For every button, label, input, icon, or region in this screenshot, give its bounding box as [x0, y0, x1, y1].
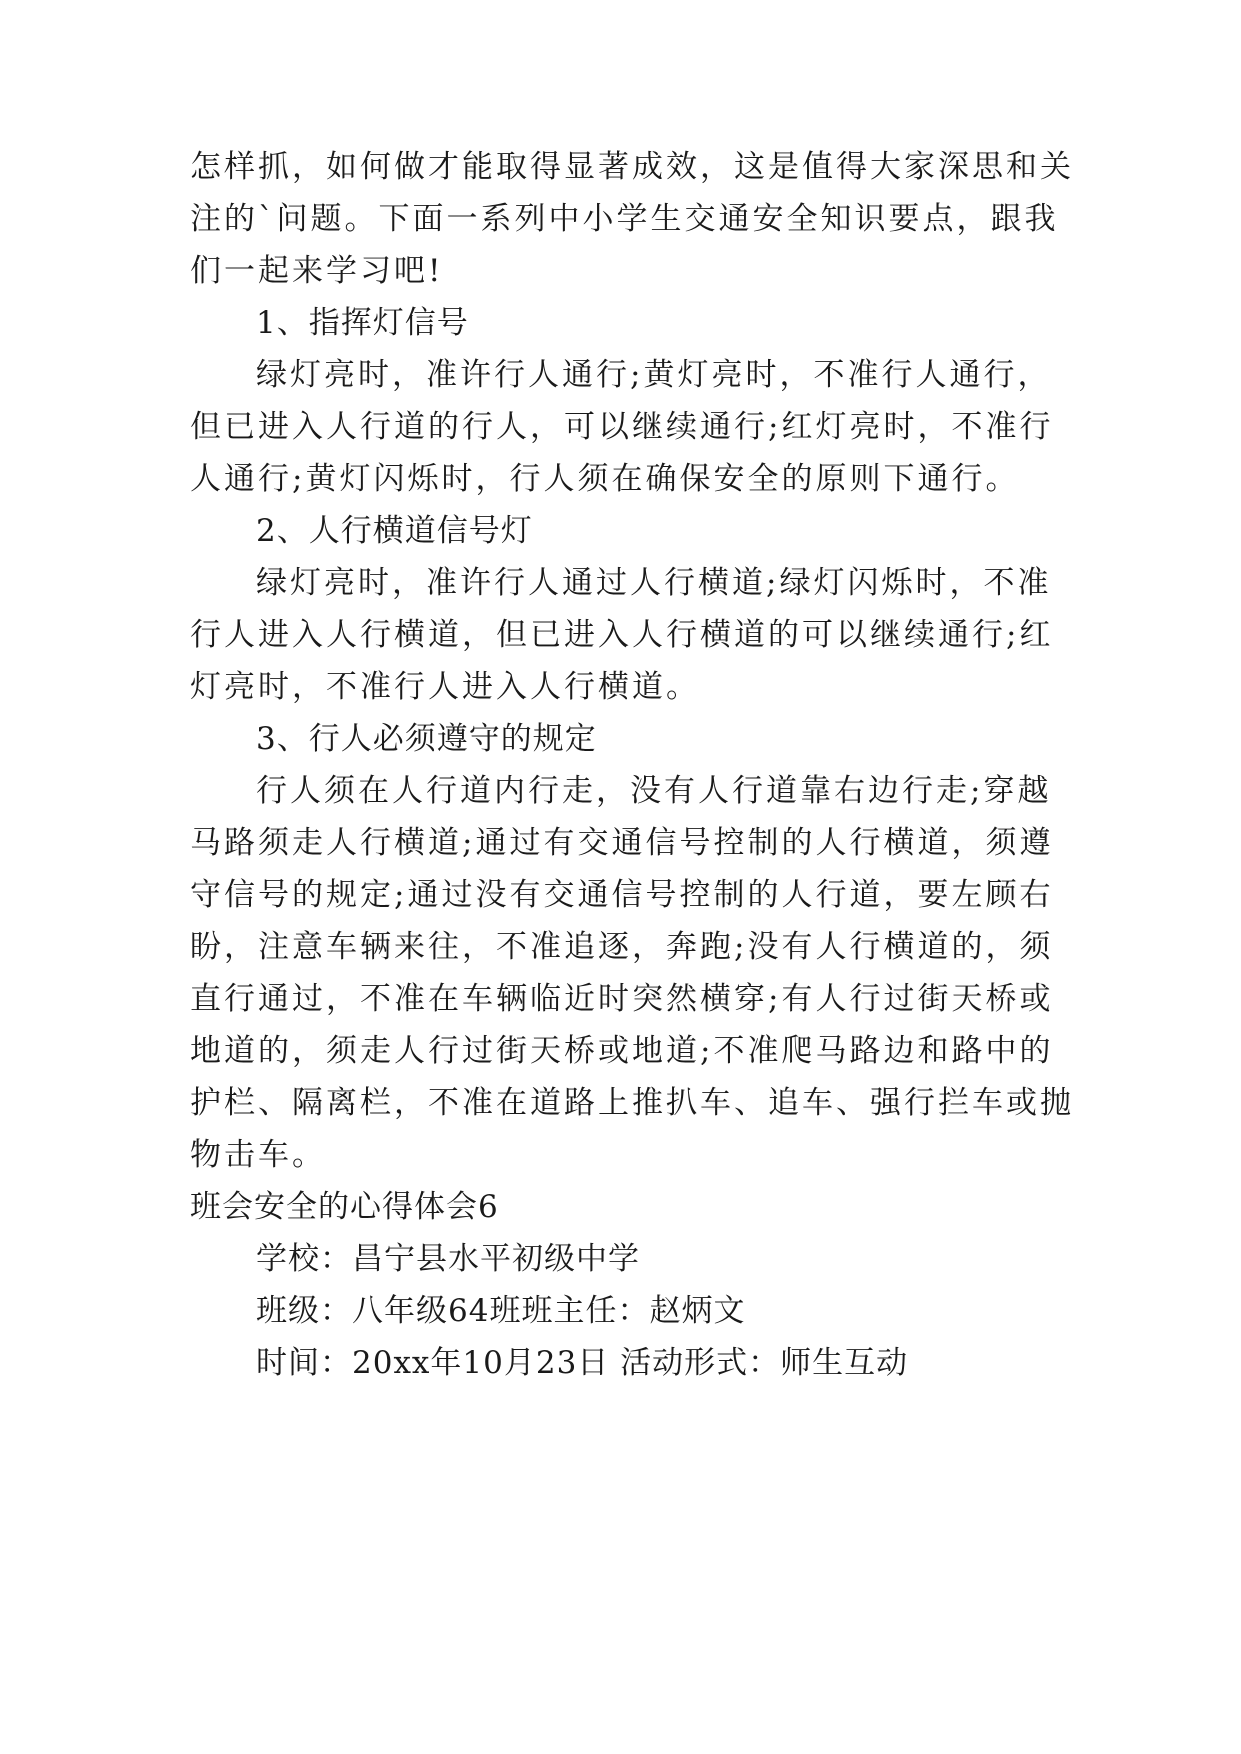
section2-line-3: 灯亮时，不准行人进入人行横道。 — [190, 669, 700, 705]
section3-line-6: 地道的，须走人行过街天桥或地道;不准爬马路边和路中的 — [190, 1033, 1054, 1069]
section3-heading: 3、行人必须遵守的规定 — [256, 721, 597, 757]
section3-line-4: 盼，注意车辆来往，不准追逐，奔跑;没有人行横道的，须 — [190, 929, 1054, 965]
intro-line-3: 们一起来学习吧! — [190, 253, 444, 289]
section3-line-3: 守信号的规定;通过没有交通信号控制的人行道，要左顾右 — [190, 877, 1054, 913]
section1-heading: 1、指挥灯信号 — [256, 305, 469, 341]
section2-line-1: 绿灯亮时，准许行人通过人行横道;绿灯闪烁时，不准 — [256, 565, 1052, 601]
section1-line-2: 但已进入人行道的行人，可以继续通行;红灯亮时，不准行 — [190, 409, 1054, 445]
info-school: 学校：昌宁县水平初级中学 — [256, 1241, 640, 1277]
section1-line-3: 人通行;黄灯闪烁时，行人须在确保安全的原则下通行。 — [190, 461, 1020, 497]
section3-line-1: 行人须在人行道内行走，没有人行道靠右边行走;穿越 — [256, 773, 1052, 809]
intro-line-1: 怎样抓，如何做才能取得显著成效，这是值得大家深思和关 — [190, 149, 1074, 185]
info-class: 班级：八年级64班班主任：赵炳文 — [256, 1293, 746, 1329]
section1-line-1: 绿灯亮时，准许行人通行;黄灯亮时，不准行人通行， — [256, 357, 1052, 393]
section3-line-7: 护栏、隔离栏，不准在道路上推扒车、追车、强行拦车或抛 — [190, 1085, 1074, 1121]
section2-line-2: 行人进入人行横道，但已进入人行横道的可以继续通行;红 — [190, 617, 1054, 653]
section3-line-2: 马路须走人行横道;通过有交通信号控制的人行横道，须遵 — [190, 825, 1054, 861]
document-title: 班会安全的心得体会6 — [190, 1189, 499, 1225]
section3-line-8: 物击车。 — [190, 1137, 326, 1173]
section3-line-5: 直行通过，不准在车辆临近时突然横穿;有人行过街天桥或 — [190, 981, 1054, 1017]
intro-line-2: 注的`问题。下面一系列中小学生交通安全知识要点，跟我 — [190, 201, 1059, 237]
info-time: 时间：20xx年10月23日 活动形式：师生互动 — [256, 1345, 909, 1381]
section2-heading: 2、人行横道信号灯 — [256, 513, 533, 549]
